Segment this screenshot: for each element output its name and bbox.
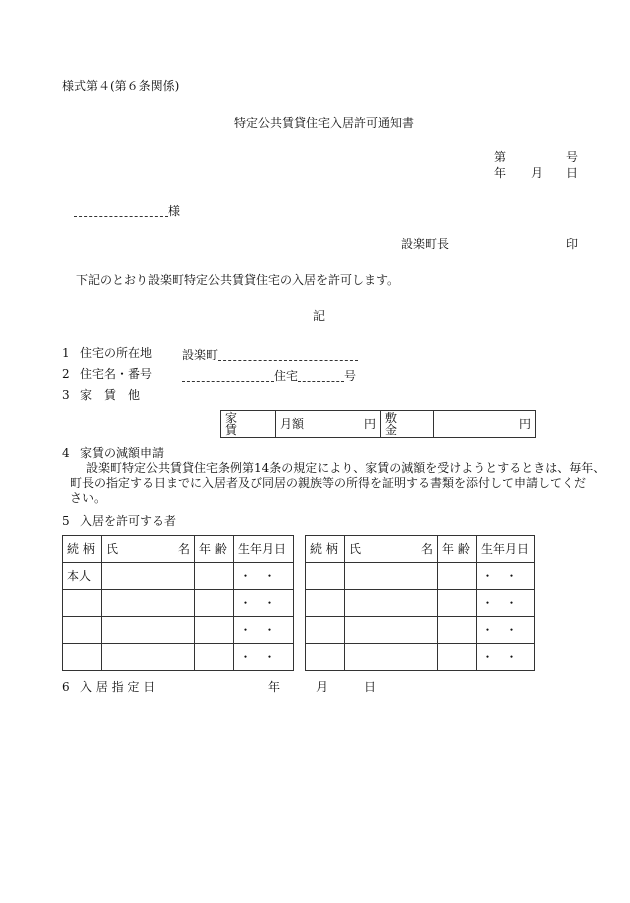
deposit-amount-cell (434, 411, 536, 438)
birth-cell: ・・ (477, 644, 535, 671)
age-cell (438, 563, 477, 590)
header-name (345, 536, 438, 563)
table-row (63, 644, 294, 671)
item4-text-line2: 町長の指定する日までに入居者及び同居の親族等の所得を証明する書類を添付して申請してくだ (70, 476, 587, 490)
name-cell (102, 563, 195, 590)
header-name-left: 氏 (106, 542, 119, 556)
header-birth: 生年月日 (234, 536, 294, 563)
persons-table-right (305, 535, 535, 671)
relation-cell (63, 590, 102, 617)
age-cell (195, 563, 234, 590)
monthly-label: 月額 (280, 417, 305, 431)
item2-end: 号 (344, 369, 357, 383)
table-row (306, 563, 535, 590)
item1-num: 1 (62, 346, 70, 360)
item2-num: 2 (62, 367, 70, 381)
recipient-blank (74, 203, 168, 217)
table-row (63, 590, 294, 617)
age-cell (438, 617, 477, 644)
relation-cell: 本人 (63, 563, 102, 590)
date-year: 年 (494, 166, 507, 180)
intro-text: 下記のとおり設楽町特定公共賃貸住宅の入居を許可します。 (76, 273, 400, 287)
recipient-line (74, 203, 180, 217)
ki-heading: 記 (313, 309, 326, 323)
name-cell (345, 644, 438, 671)
header-relation: 続 柄 (306, 536, 345, 563)
date-month: 月 (531, 166, 544, 180)
table-row (63, 617, 294, 644)
rent-table (220, 410, 536, 438)
item4-text-line3: さい。 (70, 491, 107, 505)
monthly-amount-cell (276, 411, 381, 438)
header-name-right: 名 (420, 542, 433, 556)
seal-mark: 印 (566, 237, 579, 251)
age-cell (195, 644, 234, 671)
item6-year: 年 (268, 680, 281, 694)
table-row (63, 563, 294, 590)
issuer-name: 設楽町長 (401, 237, 450, 251)
item3-num: 3 (62, 388, 70, 402)
relation-cell (63, 644, 102, 671)
item2-label: 住宅名・番号 (80, 367, 153, 381)
item4-label: 家賃の減額申請 (80, 446, 165, 460)
table-row (306, 590, 535, 617)
header-name-left: 氏 (349, 542, 362, 556)
age-cell (438, 644, 477, 671)
relation-cell (306, 590, 345, 617)
item5-num: 5 (62, 514, 70, 528)
recipient-suffix: 様 (168, 204, 181, 218)
number-prefix: 第 (494, 150, 507, 164)
deposit-label: 敷 金 (381, 411, 434, 438)
document-title: 特定公共賃貸住宅入居許可通知書 (234, 116, 415, 130)
persons-table-left (62, 535, 294, 671)
birth-cell: ・・ (234, 563, 294, 590)
item6-day: 日 (364, 680, 377, 694)
age-cell (438, 590, 477, 617)
item1-value-line (182, 347, 358, 361)
item5-label: 入居を許可する者 (80, 514, 177, 528)
item1-value: 設楽町 (182, 348, 219, 362)
relation-cell (306, 563, 345, 590)
birth-cell: ・・ (477, 590, 535, 617)
header-birth: 生年月日 (477, 536, 535, 563)
date-day: 日 (566, 166, 579, 180)
rent-label: 家 賃 (221, 411, 276, 438)
table-row (306, 617, 535, 644)
item2-mid: 住宅 (274, 369, 299, 383)
item2-value-line (182, 368, 356, 382)
item6-num: 6 (62, 680, 70, 694)
table-row (306, 644, 535, 671)
name-cell (102, 617, 195, 644)
form-number-label: 様式第４(第６条関係) (62, 79, 180, 93)
item4-text-line1: 設楽町特定公共賃貸住宅条例第14条の規定により、家賃の減額を受けようとするときは、毎年、 (86, 461, 606, 475)
item6-month: 月 (316, 680, 329, 694)
relation-cell (306, 617, 345, 644)
header-relation: 続 柄 (63, 536, 102, 563)
age-cell (195, 590, 234, 617)
relation-cell (306, 644, 345, 671)
birth-cell: ・・ (234, 644, 294, 671)
item6-label: 入 居 指 定 日 (80, 680, 156, 694)
name-cell (345, 617, 438, 644)
header-age: 年 齢 (195, 536, 234, 563)
relation-cell (63, 617, 102, 644)
birth-cell: ・・ (234, 617, 294, 644)
birth-cell: ・・ (477, 563, 535, 590)
header-name (102, 536, 195, 563)
item4-num: 4 (62, 446, 70, 460)
name-cell (102, 644, 195, 671)
item3-label: 家 賃 他 (80, 388, 141, 402)
item1-blank (218, 347, 358, 361)
deposit-yen: 円 (518, 417, 531, 431)
age-cell (195, 617, 234, 644)
monthly-yen: 円 (363, 417, 376, 431)
birth-cell: ・・ (234, 590, 294, 617)
header-name-right: 名 (177, 542, 190, 556)
name-cell (102, 590, 195, 617)
name-cell (345, 563, 438, 590)
item1-label: 住宅の所在地 (80, 346, 153, 360)
birth-cell: ・・ (477, 617, 535, 644)
name-cell (345, 590, 438, 617)
number-suffix: 号 (566, 150, 579, 164)
item2-blank2 (298, 368, 344, 382)
item2-blank1 (182, 368, 274, 382)
header-age: 年 齢 (438, 536, 477, 563)
